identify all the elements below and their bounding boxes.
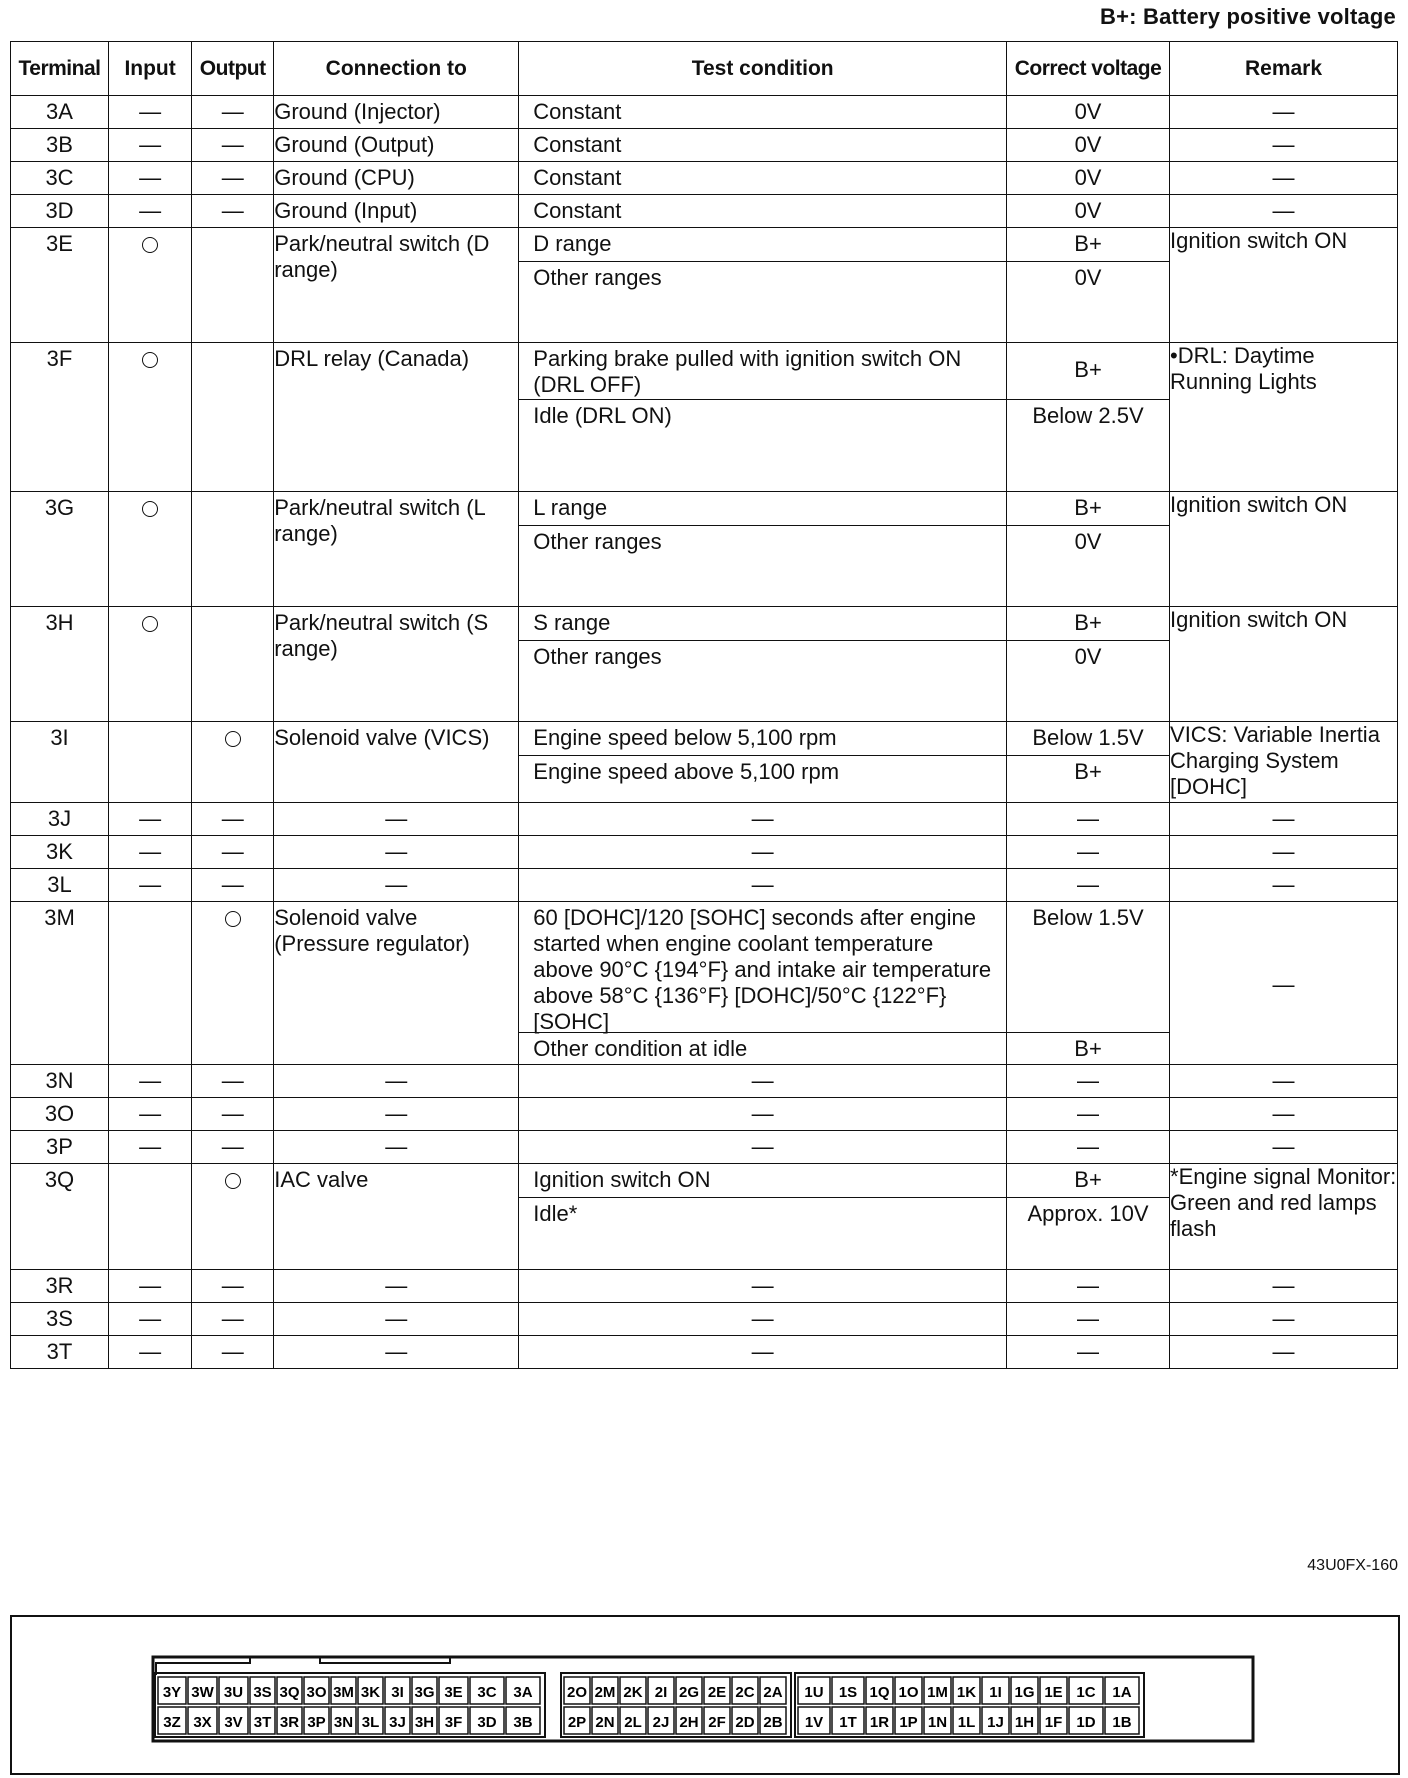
header-connection: Connection to: [274, 42, 519, 96]
table-row: [11, 96, 1398, 129]
pin-label: 2O: [566, 1684, 588, 1701]
connection-cell: Ground (Input): [274, 195, 519, 228]
test-condition-cell: [519, 607, 1007, 722]
pin-label: 1R: [869, 1714, 890, 1731]
remark-cell: —: [1170, 1336, 1398, 1369]
condition-text: —: [751, 1068, 774, 1093]
pin-label: 3W: [191, 1684, 214, 1701]
pin-label: 3B: [513, 1714, 533, 1731]
pin-label: 3F: [444, 1714, 463, 1731]
pin-label: 1C: [1076, 1684, 1096, 1701]
pin-label: 3M: [333, 1684, 354, 1701]
remark-cell: —: [1170, 902, 1398, 1065]
voltage-text: 0V: [1007, 261, 1169, 342]
condition-text: —: [751, 1339, 774, 1364]
pin-label: 2C: [735, 1684, 755, 1701]
pin-label: 3A: [513, 1684, 533, 1701]
header-terminal: Terminal: [11, 42, 109, 96]
terminal-cell: 3F: [11, 343, 109, 492]
pin-label: 1D: [1076, 1714, 1096, 1731]
remark-cell: —: [1170, 803, 1398, 836]
voltage-cell: [1007, 836, 1170, 869]
condition-text: Idle (DRL ON): [519, 399, 1006, 491]
table-row: [11, 722, 1398, 803]
output-cell: [192, 607, 274, 722]
condition-text: Constant: [533, 132, 622, 157]
voltage-text: Below 1.5V: [1032, 725, 1144, 750]
voltage-cell: [1007, 869, 1170, 902]
voltage-cell: [1007, 343, 1170, 492]
remark-cell: —: [1170, 195, 1398, 228]
output-cell: —: [192, 129, 274, 162]
table-row: [11, 1303, 1398, 1336]
test-condition-cell: [519, 129, 1007, 162]
condition-text: Other ranges: [519, 640, 1006, 721]
pin-label: 2L: [624, 1714, 642, 1731]
circle-mark: [142, 237, 158, 253]
table-row: [11, 228, 1398, 343]
terminal-cell: 3L: [11, 869, 109, 902]
terminal-cell: 3K: [11, 836, 109, 869]
connector-diagram: [150, 1645, 1260, 1745]
input-cell: —: [109, 1065, 192, 1098]
test-condition-cell: [519, 492, 1007, 607]
voltage-text: B+: [1074, 610, 1102, 635]
table-row: [11, 1270, 1398, 1303]
pin-label: 2F: [708, 1714, 726, 1731]
terminal-cell: 3O: [11, 1098, 109, 1131]
output-cell: —: [192, 96, 274, 129]
condition-text: Other condition at idle: [519, 1032, 1006, 1064]
test-condition-cell: [519, 1098, 1007, 1131]
voltage-text: —: [1077, 1101, 1100, 1126]
input-cell: —: [109, 836, 192, 869]
test-condition-cell: [519, 1065, 1007, 1098]
terminal-cell: 3I: [11, 722, 109, 803]
output-cell: —: [192, 1303, 274, 1336]
remark-cell: —: [1170, 129, 1398, 162]
remark-cell: *Engine signal Monitor: Green and red lamps flash: [1170, 1164, 1398, 1270]
table-row: [11, 129, 1398, 162]
test-condition-cell: [519, 228, 1007, 343]
connection-cell: —: [274, 1270, 519, 1303]
remark-cell: —: [1170, 1270, 1398, 1303]
condition-text: Engine speed above 5,100 rpm: [519, 755, 1006, 802]
pin-label: 1M: [927, 1684, 948, 1701]
remark-cell: —: [1170, 869, 1398, 902]
voltage-text: —: [1077, 1068, 1100, 1093]
connection-cell: IAC valve: [274, 1164, 519, 1270]
input-cell: [109, 902, 192, 1065]
voltage-text: 0V: [1007, 525, 1169, 606]
input-cell: [109, 607, 192, 722]
remark-cell: —: [1170, 1303, 1398, 1336]
table-row: [11, 1164, 1398, 1270]
input-cell: —: [109, 1098, 192, 1131]
condition-text: S range: [533, 610, 611, 635]
test-condition-cell: [519, 1303, 1007, 1336]
remark-cell: —: [1170, 96, 1398, 129]
terminal-voltage-table: [10, 41, 1398, 1369]
table-row: [11, 1336, 1398, 1369]
voltage-text: —: [1077, 1273, 1100, 1298]
voltage-text: B+: [1074, 1167, 1102, 1192]
circle-mark: [225, 911, 241, 927]
circle-mark: [225, 1173, 241, 1189]
pin-label: 1B: [1112, 1714, 1132, 1731]
condition-text: —: [751, 1273, 774, 1298]
voltage-cell: [1007, 1131, 1170, 1164]
remark-cell: Ignition switch ON: [1170, 492, 1398, 607]
condition-text: Parking brake pulled with ignition switch ON (DRL OFF): [533, 346, 962, 397]
voltage-text: B+: [1007, 755, 1169, 802]
table-row: [11, 1131, 1398, 1164]
input-cell: —: [109, 1303, 192, 1336]
connection-cell: —: [274, 1098, 519, 1131]
voltage-text: —: [1077, 1134, 1100, 1159]
voltage-cell: [1007, 902, 1170, 1065]
voltage-text: 0V: [1074, 99, 1102, 124]
condition-text: Other ranges: [519, 525, 1006, 606]
output-cell: —: [192, 1270, 274, 1303]
pin-label: 1E: [1044, 1684, 1063, 1701]
header-correct-voltage: Correct voltage: [1007, 42, 1170, 96]
pin-label: 3P: [307, 1714, 326, 1731]
pin-label: 3T: [253, 1714, 272, 1731]
connection-cell: Solenoid valve (VICS): [274, 722, 519, 803]
voltage-text: B+: [1074, 495, 1102, 520]
test-condition-cell: [519, 1131, 1007, 1164]
condition-text: Ignition switch ON: [533, 1167, 711, 1192]
terminal-cell: 3D: [11, 195, 109, 228]
test-condition-cell: [519, 902, 1007, 1065]
input-cell: —: [109, 96, 192, 129]
input-cell: —: [109, 162, 192, 195]
circle-mark: [142, 501, 158, 517]
connection-cell: Solenoid valve (Pressure regulator): [274, 902, 519, 1065]
voltage-cell: [1007, 1164, 1170, 1270]
input-cell: [109, 1164, 192, 1270]
header-row: [11, 42, 1398, 96]
input-cell: —: [109, 1270, 192, 1303]
pin-label: 3D: [477, 1714, 497, 1731]
remark-cell: —: [1170, 836, 1398, 869]
terminal-cell: 3C: [11, 162, 109, 195]
voltage-text: B+: [1074, 357, 1102, 382]
pin-label: 1I: [989, 1684, 1002, 1701]
pin-label: 3H: [414, 1714, 435, 1731]
output-cell: —: [192, 162, 274, 195]
pin-label: 3S: [253, 1684, 272, 1701]
connection-cell: Park/neutral switch (S range): [274, 607, 519, 722]
voltage-cell: [1007, 1270, 1170, 1303]
input-cell: [109, 228, 192, 343]
pin-label: 1V: [804, 1714, 824, 1731]
figure-code: 43U0FX-160: [1307, 1557, 1398, 1574]
pin-label: 1P: [899, 1714, 918, 1731]
terminal-cell: 3R: [11, 1270, 109, 1303]
voltage-text: —: [1077, 839, 1100, 864]
voltage-cell: [1007, 1303, 1170, 1336]
remark-cell: —: [1170, 1131, 1398, 1164]
connection-cell: —: [274, 1336, 519, 1369]
voltage-text: —: [1077, 1306, 1100, 1331]
pin-label: 3O: [306, 1684, 327, 1701]
condition-text: Other ranges: [519, 261, 1006, 342]
pin-label: 3I: [391, 1684, 404, 1701]
header-test-condition: Test condition: [519, 42, 1007, 96]
pin-label: 2N: [595, 1714, 615, 1731]
pin-label: 3Y: [162, 1684, 182, 1701]
input-cell: —: [109, 195, 192, 228]
table-row: [11, 492, 1398, 607]
input-cell: —: [109, 1131, 192, 1164]
voltage-text: Approx. 10V: [1007, 1197, 1169, 1269]
voltage-cell: [1007, 228, 1170, 343]
pin-label: 1O: [898, 1684, 919, 1701]
pin-label: 2J: [652, 1714, 670, 1731]
output-cell: [192, 228, 274, 343]
output-cell: [192, 343, 274, 492]
connection-cell: DRL relay (Canada): [274, 343, 519, 492]
pin-label: 1J: [987, 1714, 1004, 1731]
pin-label: 3Z: [163, 1714, 181, 1731]
table-row: [11, 1065, 1398, 1098]
test-condition-cell: [519, 1336, 1007, 1369]
terminal-cell: 3P: [11, 1131, 109, 1164]
voltage-cell: [1007, 195, 1170, 228]
terminal-cell: 3T: [11, 1336, 109, 1369]
voltage-cell: [1007, 1336, 1170, 1369]
pin-label: 3K: [360, 1684, 381, 1701]
terminal-cell: 3S: [11, 1303, 109, 1336]
output-cell: —: [192, 803, 274, 836]
voltage-cell: [1007, 96, 1170, 129]
terminal-cell: 3B: [11, 129, 109, 162]
connection-cell: —: [274, 803, 519, 836]
pin-label: 1N: [927, 1714, 948, 1731]
table-row: [11, 1098, 1398, 1131]
output-cell: [192, 722, 274, 803]
input-cell: [109, 492, 192, 607]
remark-cell: —: [1170, 162, 1398, 195]
output-cell: [192, 492, 274, 607]
condition-text: —: [751, 1134, 774, 1159]
table-row: [11, 803, 1398, 836]
voltage-cell: [1007, 607, 1170, 722]
terminal-cell: 3N: [11, 1065, 109, 1098]
voltage-text: 0V: [1074, 198, 1102, 223]
condition-text: —: [751, 1306, 774, 1331]
connection-cell: —: [274, 1303, 519, 1336]
output-cell: [192, 1164, 274, 1270]
pin-label: 3C: [477, 1684, 497, 1701]
pin-label: 1T: [839, 1714, 857, 1731]
voltage-cell: [1007, 1065, 1170, 1098]
voltage-text: B+: [1007, 1032, 1169, 1064]
pin-label: 3E: [444, 1684, 463, 1701]
test-condition-cell: [519, 803, 1007, 836]
table-row: [11, 195, 1398, 228]
pin-label: 2I: [654, 1684, 668, 1701]
voltage-cell: [1007, 492, 1170, 607]
header-remark: Remark: [1170, 42, 1398, 96]
condition-text: 60 [DOHC]/120 [SOHC] seconds after engine started when engine coolant temperature above 90°C {194°F} and intake air temperature above 58°C {136°F} [DOHC]/50°C {122°F} [SOHC]: [533, 905, 992, 1034]
test-condition-cell: [519, 343, 1007, 492]
pin-label: 1F: [1044, 1714, 1063, 1731]
connection-cell: Ground (CPU): [274, 162, 519, 195]
pin-label: 1Q: [869, 1684, 890, 1701]
table-row: [11, 162, 1398, 195]
voltage-cell: [1007, 1098, 1170, 1131]
circle-mark: [225, 731, 241, 747]
connection-cell: Park/neutral switch (L range): [274, 492, 519, 607]
input-cell: [109, 722, 192, 803]
condition-text: —: [751, 839, 774, 864]
pin-label: 3U: [223, 1684, 244, 1701]
condition-text: Constant: [533, 198, 622, 223]
output-cell: [192, 902, 274, 1065]
voltage-text: 0V: [1007, 640, 1169, 721]
voltage-cell: [1007, 162, 1170, 195]
test-condition-cell: [519, 162, 1007, 195]
voltage-text: —: [1077, 872, 1100, 897]
remark-cell: Ignition switch ON: [1170, 228, 1398, 343]
legend-note: B+: Battery positive voltage: [1100, 4, 1396, 29]
pin-label: 2A: [763, 1684, 783, 1701]
connection-cell: —: [274, 1131, 519, 1164]
input-cell: [109, 343, 192, 492]
pin-label: 2H: [679, 1714, 699, 1731]
remark-cell: —: [1170, 1065, 1398, 1098]
terminal-cell: 3Q: [11, 1164, 109, 1270]
test-condition-cell: [519, 96, 1007, 129]
input-cell: —: [109, 1336, 192, 1369]
condition-text: Engine speed below 5,100 rpm: [533, 725, 837, 750]
condition-text: Idle*: [519, 1197, 1006, 1269]
terminal-cell: 3G: [11, 492, 109, 607]
output-cell: —: [192, 869, 274, 902]
table-row: [11, 836, 1398, 869]
output-cell: —: [192, 836, 274, 869]
condition-text: L range: [533, 495, 608, 520]
voltage-cell: [1007, 129, 1170, 162]
voltage-text: —: [1077, 806, 1100, 831]
connection-cell: —: [274, 836, 519, 869]
pin-label: 3J: [389, 1714, 406, 1731]
condition-text: —: [751, 806, 774, 831]
pin-label: 2M: [594, 1684, 616, 1701]
pin-label: 3V: [224, 1714, 243, 1731]
output-cell: —: [192, 1065, 274, 1098]
pin-label: 1S: [838, 1684, 858, 1701]
pin-label: 1H: [1014, 1714, 1035, 1731]
condition-text: D range: [533, 231, 612, 256]
header-output: Output: [192, 42, 274, 96]
voltage-cell: [1007, 722, 1170, 803]
pin-label: 2G: [678, 1684, 700, 1701]
terminal-cell: 3A: [11, 96, 109, 129]
test-condition-cell: [519, 836, 1007, 869]
output-cell: —: [192, 1131, 274, 1164]
voltage-text: B+: [1074, 231, 1102, 256]
condition-text: Constant: [533, 165, 622, 190]
pin-label: 2B: [763, 1714, 783, 1731]
condition-text: —: [751, 1101, 774, 1126]
condition-text: —: [751, 872, 774, 897]
connection-cell: Park/neutral switch (D range): [274, 228, 519, 343]
pin-label: 1G: [1014, 1684, 1035, 1701]
terminal-cell: 3M: [11, 902, 109, 1065]
table-row: [11, 607, 1398, 722]
output-cell: —: [192, 1098, 274, 1131]
output-cell: —: [192, 1336, 274, 1369]
pin-label: 3L: [361, 1714, 380, 1731]
circle-mark: [142, 616, 158, 632]
test-condition-cell: [519, 722, 1007, 803]
test-condition-cell: [519, 869, 1007, 902]
connection-cell: Ground (Injector): [274, 96, 519, 129]
pin-label: 2P: [567, 1714, 587, 1731]
pin-label: 3X: [193, 1714, 212, 1731]
pin-label: 2E: [707, 1684, 727, 1701]
remark-cell: Ignition switch ON: [1170, 607, 1398, 722]
terminal-cell: 3E: [11, 228, 109, 343]
input-cell: —: [109, 869, 192, 902]
test-condition-cell: [519, 1270, 1007, 1303]
voltage-text: Below 1.5V: [1032, 905, 1144, 930]
pin-label: 2D: [735, 1714, 755, 1731]
voltage-text: —: [1077, 1339, 1100, 1364]
voltage-text: 0V: [1074, 132, 1102, 157]
pin-label: 3Q: [279, 1684, 300, 1701]
connection-cell: Ground (Output): [274, 129, 519, 162]
pin-label: 3G: [414, 1684, 435, 1701]
connection-cell: —: [274, 1065, 519, 1098]
voltage-text: Below 2.5V: [1007, 399, 1169, 491]
pin-label: 1K: [956, 1684, 977, 1701]
input-cell: —: [109, 803, 192, 836]
table-row: [11, 343, 1398, 492]
input-cell: —: [109, 129, 192, 162]
connection-cell: —: [274, 869, 519, 902]
voltage-cell: [1007, 803, 1170, 836]
remark-cell: •DRL: Daytime Running Lights: [1170, 343, 1398, 492]
output-cell: —: [192, 195, 274, 228]
header-input: Input: [109, 42, 192, 96]
test-condition-cell: [519, 1164, 1007, 1270]
terminal-cell: 3J: [11, 803, 109, 836]
pin-label: 2K: [623, 1684, 643, 1701]
condition-text: Constant: [533, 99, 622, 124]
remark-cell: —: [1170, 1098, 1398, 1131]
pin-label: 3N: [333, 1714, 354, 1731]
test-condition-cell: [519, 195, 1007, 228]
voltage-text: 0V: [1074, 165, 1102, 190]
circle-mark: [142, 352, 158, 368]
pin-label: 1L: [957, 1714, 976, 1731]
pin-label: 3R: [279, 1714, 300, 1731]
table-row: [11, 869, 1398, 902]
pin-label: 1U: [804, 1684, 824, 1701]
pin-label: 1A: [1112, 1684, 1132, 1701]
table-row: [11, 902, 1398, 1065]
remark-cell: VICS: Variable Inertia Charging System [DOHC]: [1170, 722, 1398, 803]
terminal-cell: 3H: [11, 607, 109, 722]
